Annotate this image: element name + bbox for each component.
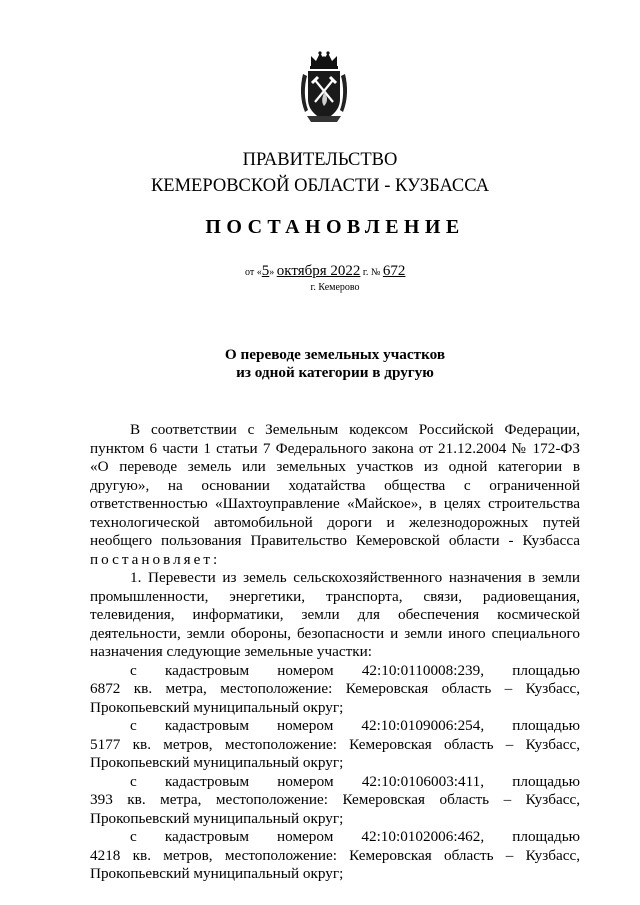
date-day: 5	[261, 263, 270, 279]
parcel-item	[90, 662, 580, 718]
document-body	[90, 421, 580, 884]
date-mid: »	[269, 267, 275, 278]
parcel-line: Прокопьевский муниципальный округ;	[90, 809, 344, 827]
parcel-line: с кадастровым номером 42:10:0110008:239, площадью	[130, 661, 580, 679]
preamble-paragraph	[90, 421, 580, 569]
parcel-line: 6872 кв. метра, местоположение: Кемеровская область – Кузбасс,	[90, 680, 580, 697]
parcel-line: 5177 кв. метров, местоположение: Кемеровская область – Кузбасс,	[90, 735, 580, 753]
document-city: г. Кемерово	[310, 282, 360, 293]
parcel-line: Прокопьевский муниципальный округ;	[90, 698, 344, 716]
government-name-line1: ПРАВИТЕЛЬСТВО	[242, 150, 398, 170]
parcel-line: с кадастровым номером 42:10:0102006:462, площадью	[130, 828, 580, 845]
date-suffix: г.	[362, 267, 369, 278]
document-date-line	[245, 261, 405, 283]
parcel-line: 393 кв. метра, местоположение: Кемеровская область – Кузбасс,	[90, 791, 580, 808]
item-1-paragraph: 1. Перевести из земель сельскохозяйственного назначения в земли промышленности, энергетики, транспорта, связи, радиовещания, телевидения, информатики, земли для обеспечения космической деятельности, земли обороны, безопасности и земли иного специального назначения следующие земельные участки:	[90, 569, 580, 660]
document-number: 672	[382, 263, 406, 279]
parcel-item	[90, 773, 580, 829]
parcel-line: с кадастровым номером 42:10:0109006:254, площадью	[130, 717, 580, 734]
government-name-line2: КЕМЕРОВСКОЙ ОБЛАСТИ - КУЗБАССА	[150, 176, 490, 196]
kuzbass-coat-of-arms-icon	[299, 50, 349, 125]
parcel-item	[90, 717, 580, 773]
subject-line1: О переводе земельных участков	[224, 346, 446, 363]
resolves-word: постановляет:	[90, 550, 221, 568]
parcel-line: Прокопьевский муниципальный округ;	[90, 754, 344, 771]
parcel-line: 4218 кв. метров, местоположение: Кемеровская область – Кузбасс,	[90, 846, 580, 864]
date-prefix: от «	[245, 267, 262, 278]
document-type-title: ПОСТАНОВЛЕНИЕ	[205, 216, 465, 238]
parcel-item	[90, 828, 580, 884]
date-month-year: октября 2022	[276, 263, 361, 279]
preamble-text: В соответствии с Земельным кодексом Российской Федерации, пунктом 6 части 1 статьи 7 Федерального закона от 21.12.2004 № 172-ФЗ «О переводе земель или земельных участков из одной категории в другую», на основании ходатайства общества с ограниченной ответственностью «Шахтоуправление «Майское», в целях строительства технологической автомобильной дороги и железнодорожных путей необщего пользования Правительство Кемеровской области - Кузбасса	[90, 421, 580, 549]
number-label: №	[370, 267, 381, 278]
parcel-line: Прокопьевский муниципальный округ;	[90, 865, 344, 882]
parcel-line: с кадастровым номером 42:10:0106003:411, площадью	[130, 772, 580, 790]
subject-line2: из одной категории в другую	[236, 364, 434, 381]
